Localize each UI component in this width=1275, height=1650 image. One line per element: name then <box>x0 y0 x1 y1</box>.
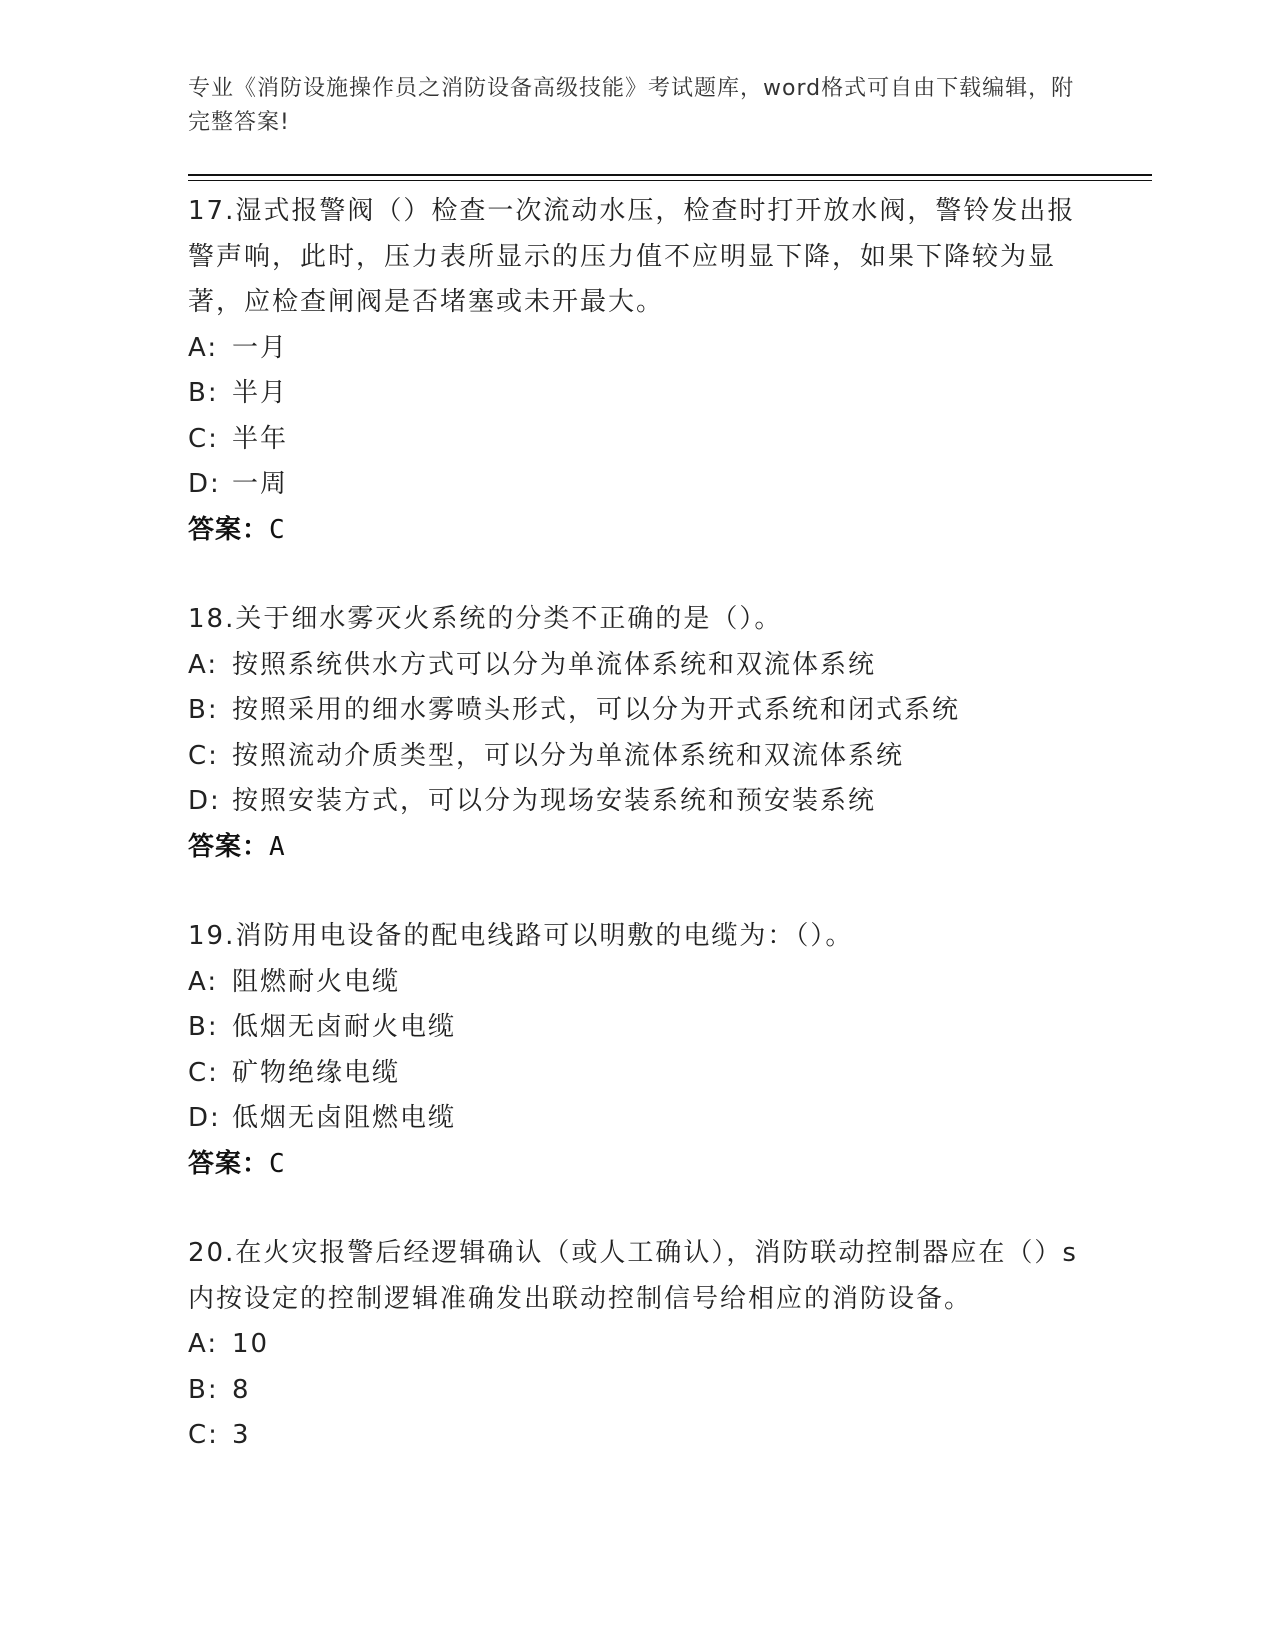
option-a <box>188 960 1088 1006</box>
answer-label: 答案： <box>188 1148 270 1179</box>
answer-label: 答案： <box>188 514 270 545</box>
option-text: 10 <box>232 1329 270 1359</box>
option-text: 3 <box>232 1420 251 1450</box>
option-a <box>188 326 1088 372</box>
option-letter: C: <box>188 1420 219 1450</box>
option-a <box>188 1322 1088 1368</box>
option-b <box>188 1368 1088 1414</box>
option-a <box>188 643 1088 689</box>
option-text: 阻燃耐火电缆 <box>232 966 401 997</box>
option-letter: D: <box>188 1103 221 1133</box>
option-c <box>188 1051 1088 1097</box>
answer-value: A <box>269 831 286 862</box>
option-letter: D: <box>188 786 221 816</box>
answer-line <box>188 508 1088 554</box>
option-text: 按照系统供水方式可以分为单流体系统和双流体系统 <box>232 649 877 680</box>
question-stem: 17.湿式报警阀（）检查一次流动水压，检查时打开放水阀，警铃发出报警声响，此时，压力表所显示的压力值不应明显下降，如果下降较为显著，应检查闸阀是否堵塞或未开最大。 <box>188 196 1076 317</box>
option-letter: B: <box>188 695 219 725</box>
option-d <box>188 1096 1088 1142</box>
question-19 <box>188 914 1088 1187</box>
option-letter: A: <box>188 332 219 363</box>
option-letter: D: <box>188 469 221 499</box>
option-letter: B: <box>188 1012 219 1042</box>
document-header: 专业《消防设施操作员之消防设备高级技能》考试题库，word格式可自由下载编辑，附完整答案! <box>188 76 1075 135</box>
option-text: 低烟无卤耐火电缆 <box>232 1012 457 1042</box>
option-text: 半年 <box>232 423 289 454</box>
answer-line <box>188 825 1088 871</box>
option-letter: C: <box>188 1057 219 1088</box>
option-b <box>188 1005 1088 1051</box>
option-text: 按照采用的细水雾喷头形式，可以分为开式系统和闭式系统 <box>232 695 961 725</box>
header-divider-thin <box>188 180 1152 181</box>
question-list <box>188 189 1088 1503</box>
question-stem: 20.在火灾报警后经逻辑确认（或人工确认），消防联动控制器应在（）s内按设定的控制逻辑准确发出联动控制信号给相应的消防设备。 <box>188 1238 1078 1314</box>
option-c <box>188 417 1088 463</box>
option-c <box>188 1413 1088 1459</box>
answer-value: C <box>269 1148 286 1179</box>
option-letter: A: <box>188 966 219 997</box>
option-c <box>188 734 1088 780</box>
answer-label: 答案： <box>188 831 270 862</box>
option-text: 8 <box>232 1374 251 1405</box>
option-text: 按照安装方式，可以分为现场安装系统和预安装系统 <box>232 786 877 816</box>
option-letter: B: <box>188 1374 219 1405</box>
question-stem: 19.消防用电设备的配电线路可以明敷的电缆为：（）。 <box>188 921 854 951</box>
option-d <box>188 779 1088 825</box>
option-letter: B: <box>188 378 219 408</box>
answer-value: C <box>269 514 286 545</box>
option-letter: C: <box>188 423 219 454</box>
option-text: 一月 <box>232 332 289 363</box>
option-text: 按照流动介质类型，可以分为单流体系统和双流体系统 <box>232 740 905 771</box>
header-divider-thick <box>188 174 1152 176</box>
answer-line <box>188 1142 1088 1188</box>
question-17 <box>188 189 1088 553</box>
option-b <box>188 371 1088 417</box>
option-text: 矿物绝缘电缆 <box>232 1057 401 1088</box>
option-text: 低烟无卤阻燃电缆 <box>232 1103 457 1133</box>
option-letter: A: <box>188 1329 219 1359</box>
option-text: 半月 <box>232 378 289 408</box>
option-d <box>188 462 1088 508</box>
question-stem: 18.关于细水雾灭火系统的分类不正确的是（）。 <box>188 604 783 634</box>
question-18 <box>188 597 1088 870</box>
option-text: 一周 <box>232 469 289 499</box>
option-letter: A: <box>188 649 219 680</box>
question-20 <box>188 1231 1088 1459</box>
option-b <box>188 688 1088 734</box>
option-letter: C: <box>188 740 219 771</box>
